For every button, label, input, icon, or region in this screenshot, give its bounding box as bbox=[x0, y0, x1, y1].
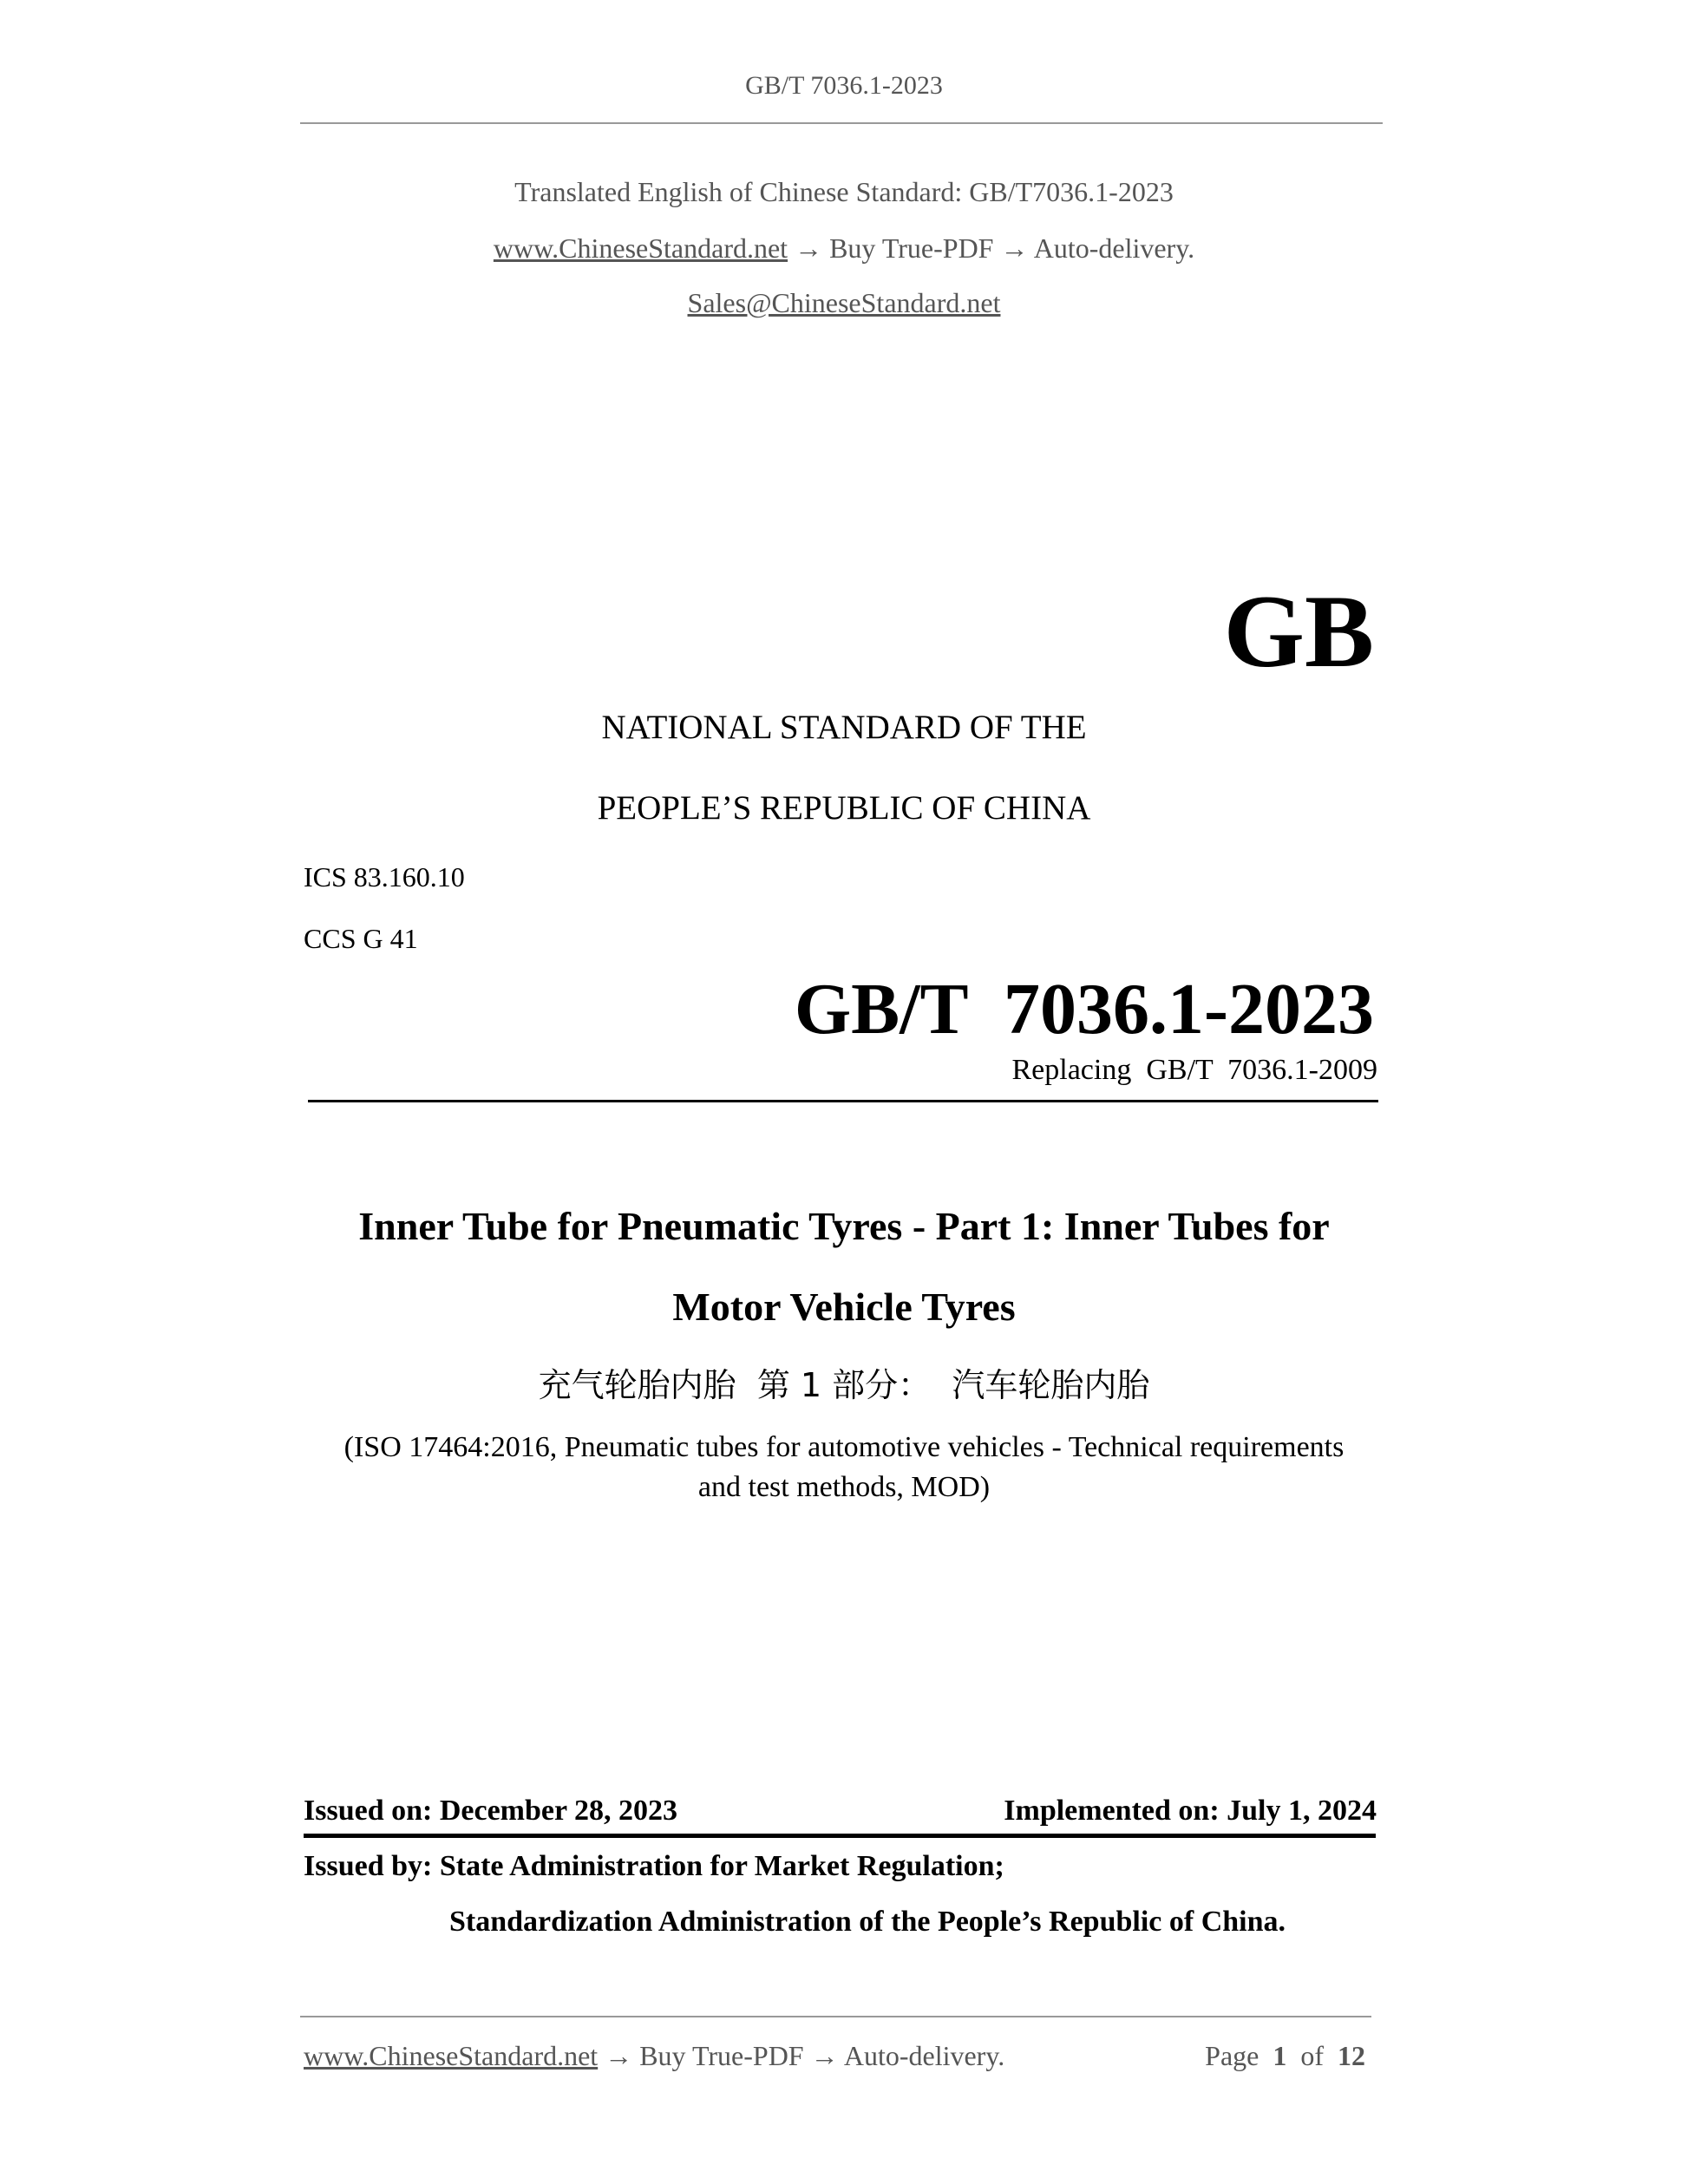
dates-divider bbox=[304, 1834, 1376, 1838]
sales-line bbox=[0, 289, 1688, 317]
footer-site-link[interactable]: www.ChineseStandard.net bbox=[304, 2040, 599, 2071]
buy-text: Buy True-PDF bbox=[829, 232, 994, 264]
issued-by-line-2: Standardization Administration of the People’s Republic of China. bbox=[449, 1906, 1286, 1938]
delivery-text: Auto-delivery. bbox=[1033, 232, 1195, 264]
page-of: of bbox=[1300, 2040, 1324, 2071]
arrow-icon: → bbox=[810, 2040, 839, 2071]
footer-delivery-text: Auto-delivery. bbox=[843, 2040, 1005, 2071]
national-line-2: PEOPLE’S REPUBLIC OF CHINA bbox=[597, 789, 1091, 827]
site-link[interactable]: www.ChineseStandard.net bbox=[493, 232, 788, 264]
sales-email-link[interactable]: Sales@ChineseStandard.net bbox=[687, 287, 1001, 318]
national-line-1: NATIONAL STANDARD OF THE bbox=[601, 709, 1087, 746]
running-header: GB/T 7036.1-2023 bbox=[745, 71, 943, 100]
page-indicator bbox=[1205, 2042, 1365, 2070]
translated-line: Translated English of Chinese Standard: GB/T7036.1-2023 bbox=[514, 176, 1174, 207]
ccs-code: CCS G 41 bbox=[304, 923, 418, 954]
promo-line bbox=[0, 234, 1688, 262]
page-label: Page bbox=[1205, 2040, 1259, 2071]
title-line-1: Inner Tube for Pneumatic Tyres - Part 1: Inner Tubes for bbox=[358, 1204, 1330, 1248]
header-divider bbox=[300, 122, 1383, 124]
title-divider bbox=[308, 1100, 1378, 1102]
ics-code: ICS 83.160.10 bbox=[304, 861, 465, 893]
iso-line-2: and test methods, MOD) bbox=[697, 1471, 991, 1503]
replacing-note: Replacing GB/T 7036.1-2009 bbox=[1011, 1054, 1377, 1086]
implemented-on: Implemented on: July 1, 2024 bbox=[1004, 1795, 1377, 1827]
page-current: 1 bbox=[1273, 2040, 1287, 2071]
gb-mark: GB bbox=[1223, 573, 1374, 689]
arrow-icon: → bbox=[1000, 232, 1029, 264]
title-line-2: Motor Vehicle Tyres bbox=[672, 1285, 1016, 1329]
arrow-icon: → bbox=[605, 2040, 633, 2071]
standard-number: GB/T 7036.1-2023 bbox=[794, 969, 1374, 1049]
chinese-title: 充气轮胎内胎 第 1 部分： 汽车轮胎内胎 bbox=[538, 1366, 1150, 1404]
iso-line-1: (ISO 17464:2016, Pneumatic tubes for automotive vehicles - Technical requirements bbox=[343, 1431, 1345, 1463]
issued-by-line-1: Issued by: State Administration for Market Regulation; bbox=[304, 1850, 1004, 1882]
page-total: 12 bbox=[1338, 2040, 1365, 2071]
footer-promo bbox=[304, 2042, 1004, 2070]
footer-buy-text: Buy True-PDF bbox=[639, 2040, 804, 2071]
arrow-icon: → bbox=[795, 232, 823, 264]
issued-on: Issued on: December 28, 2023 bbox=[304, 1795, 677, 1827]
footer-divider bbox=[300, 2016, 1371, 2017]
